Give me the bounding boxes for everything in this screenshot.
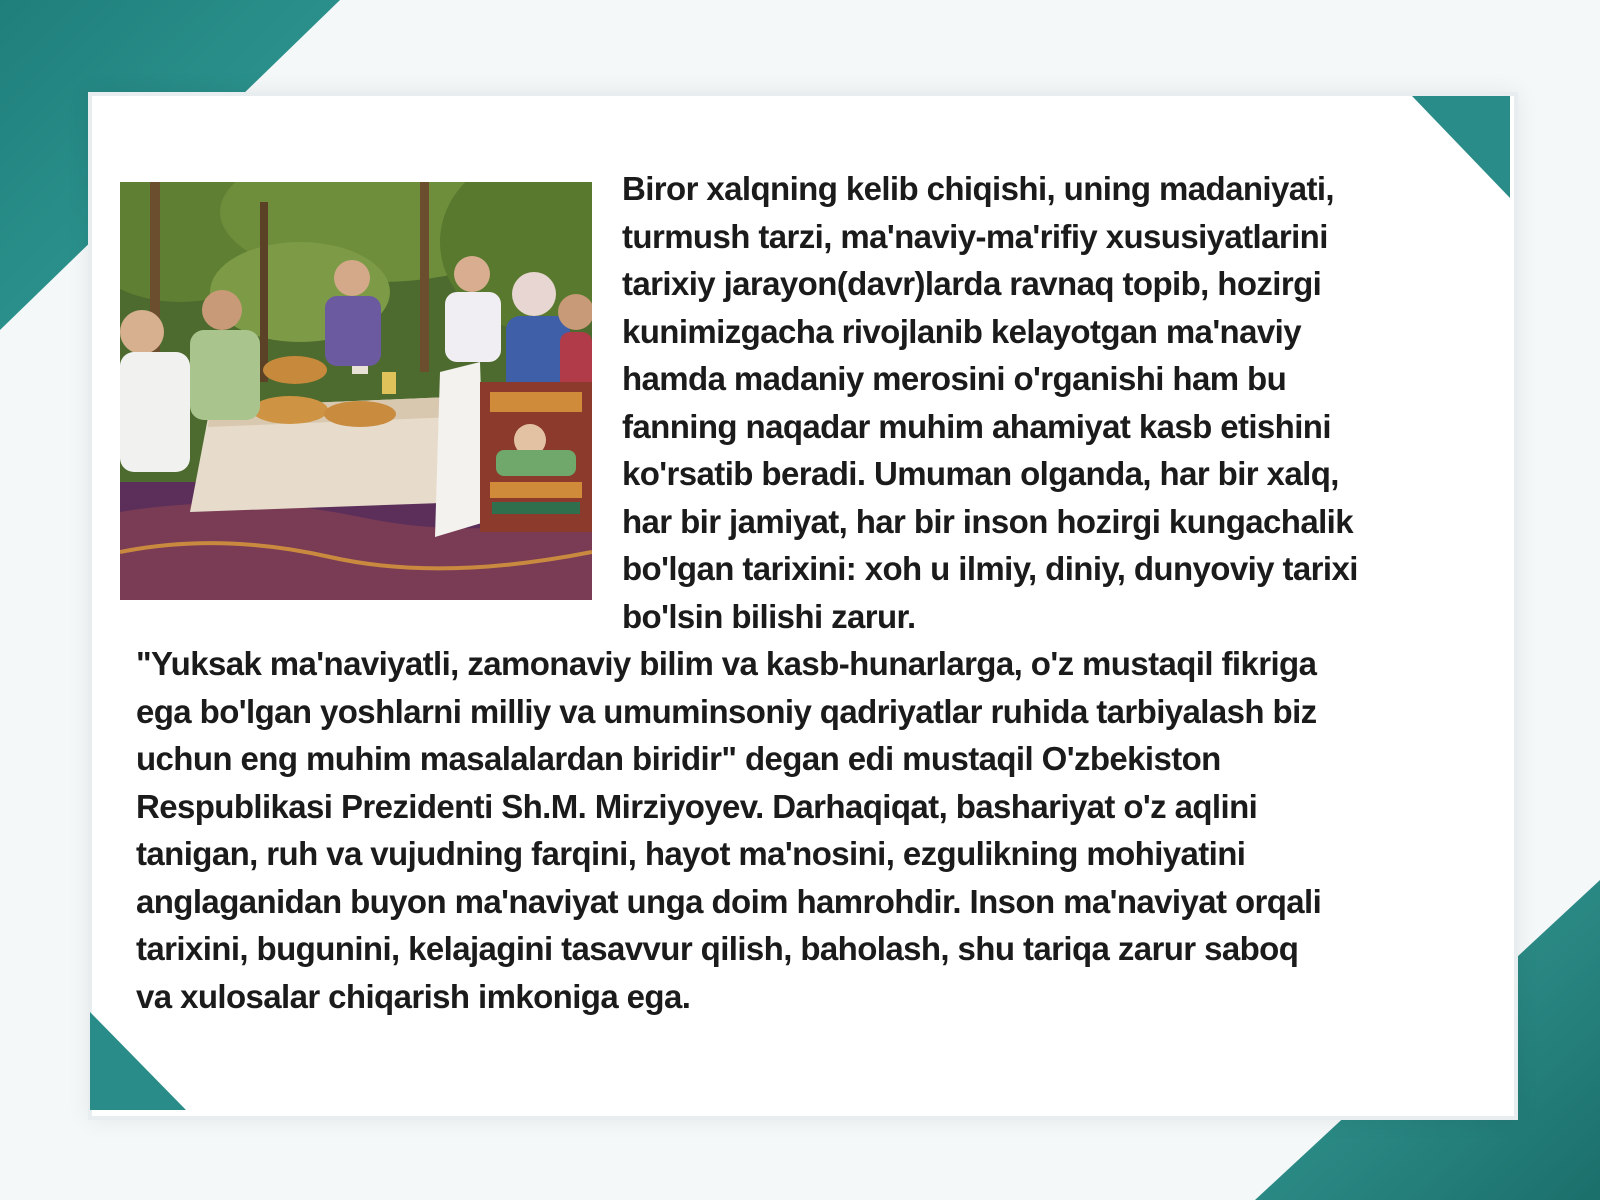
photo-illustration [120, 182, 592, 600]
intro-paragraph: Biror xalqning kelib chiqishi, uning madaniyati, turmush tarzi, ma'naviy-ma'rifiy xususiyatlarini tarixiy jarayon(davr)larda ravnaq topib, hozirgi kunimizgacha rivojlanib kelayotgan ma'naviy hamda madaniy merosini o'rganishi ham bu fanning naqadar muhim ahamiyat kasb etishini ko'rsatib beradi. Umuman olganda, har bir xalq, har bir jamiyat, har bir inson hozirgi kungachalik bo'lgan tarixini: xoh u ilmiy, diniy, dunyoviy tarixi bo'lsin bilishi zarur. [622, 170, 1358, 635]
family-picnic-photo [120, 182, 592, 600]
quote-paragraph: "Yuksak ma'naviyatli, zamonaviy bilim va kasb-hunarlarga, o'z mustaqil fikriga ega bo'lgan yoshlarni milliy va umuminsoniy qadriyatlar ruhida tarbiyalash biz uchun eng muhim masalalardan biridir" degan edi mustaqil O'zbekiston Respublikasi Prezidenti Sh.M. Mirziyoyev. Darhaqiqat, bashariyat o'z aqlini tanigan, ruh va vujudning farqini, hayot ma'nosini, ezgulikning mohiyatini anglaganidan buyon ma'naviyat unga doim hamrohdir. Inson ma'naviyat orqali tarixini, bugunini, kelajagini tasavvur qilish, baholash, shu tariqa zarur saboq va xulosalar chiqarish imkoniga ega. [136, 645, 1322, 1015]
bottom-left-inner-triangle [90, 1012, 186, 1110]
